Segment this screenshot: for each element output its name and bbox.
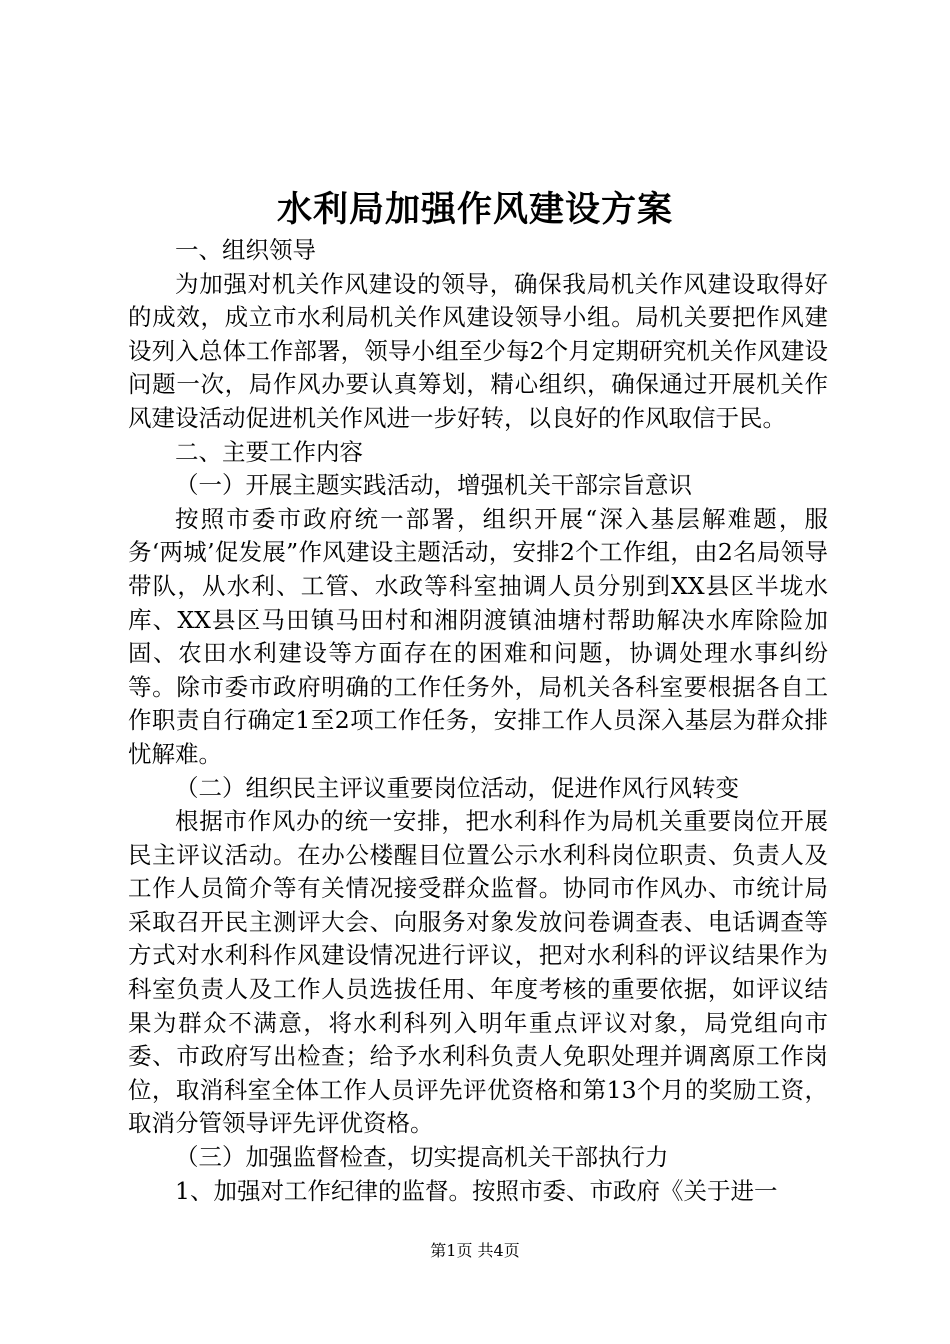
paragraph-discipline: 1、加强对工作纪律的监督。按照市委、市政府《关于进一 (175, 1176, 778, 1205)
paragraph-theme-activity: 按照市委市政府统一部署，组织开展“深入基层解难题，服务‘两城’促发展”作风建设主题活动，安排2个工作组，由2名局领导带队，从水利、工管、水政等科室抽调人员分别到XX县区半垅水库、XX县区马田镇马田村和湘阴渡镇油塘村帮助解决水库除险加固、农田水利建设等方面存在的困难和问题，协调处理水事纠纷等。除市委市政府明确的工作任务外，局机关各科室要根据各自工作职责自行确定1至2项工作任务，安排工作人员深入基层为群众排忧解难。 (128, 504, 828, 768)
heading-organization: 一、组织领导 (175, 236, 316, 264)
page-footer: 第1页 共4页 (430, 1241, 520, 1260)
heading-main-content: 二、主要工作内容 (175, 437, 363, 466)
paragraph-democratic-review: 根据市作风办的统一安排，把水利科作为局机关重要岗位开展民主评议活动。在办公楼醒目位置公示水利科岗位职责、负责人及工作人员简介等有关情况接受群众监督。协同市作风办、市统计局采取召开民主测评大会、向服务对象发放问卷调查表、电话调查等方式对水利科作风建设情况进行评议，把对水利科的评议结果作为科室负责人及工作人员选拔任用、年度考核的重要依据，如评议结果为群众不满意，将水利科列入明年重点评议对象，局党组向市委、市政府写出检查；给予水利科负责人免职处理并调离原工作岗位，取消科室全体工作人员评先评优资格和第13个月的奖励工资，取消分管领导评先评优资格。 (128, 807, 828, 1138)
subheading-supervision: （三）加强监督检查，切实提高机关干部执行力 (175, 1143, 669, 1172)
subheading-democratic-review: （二）组织民主评议重要岗位活动，促进作风行风转变 (175, 773, 739, 802)
document-title: 水利局加强作风建设方案 (276, 189, 673, 230)
document-body (128, 234, 828, 1208)
paragraph-organization: 为加强对机关作风建设的领导，确保我局机关作风建设取得好的成效，成立市水利局机关作风建设领导小组。局机关要把作风建设列入总体工作部署，领导小组至少每2个月定期研究机关作风建设问题一次，局作风办要认真筹划，精心组织，确保通过开展机关作风建设活动促进机关作风进一步好转，以良好的作风取信于民。 (128, 269, 828, 432)
subheading-theme-activity: （一）开展主题实践活动，增强机关干部宗旨意识 (175, 471, 692, 500)
